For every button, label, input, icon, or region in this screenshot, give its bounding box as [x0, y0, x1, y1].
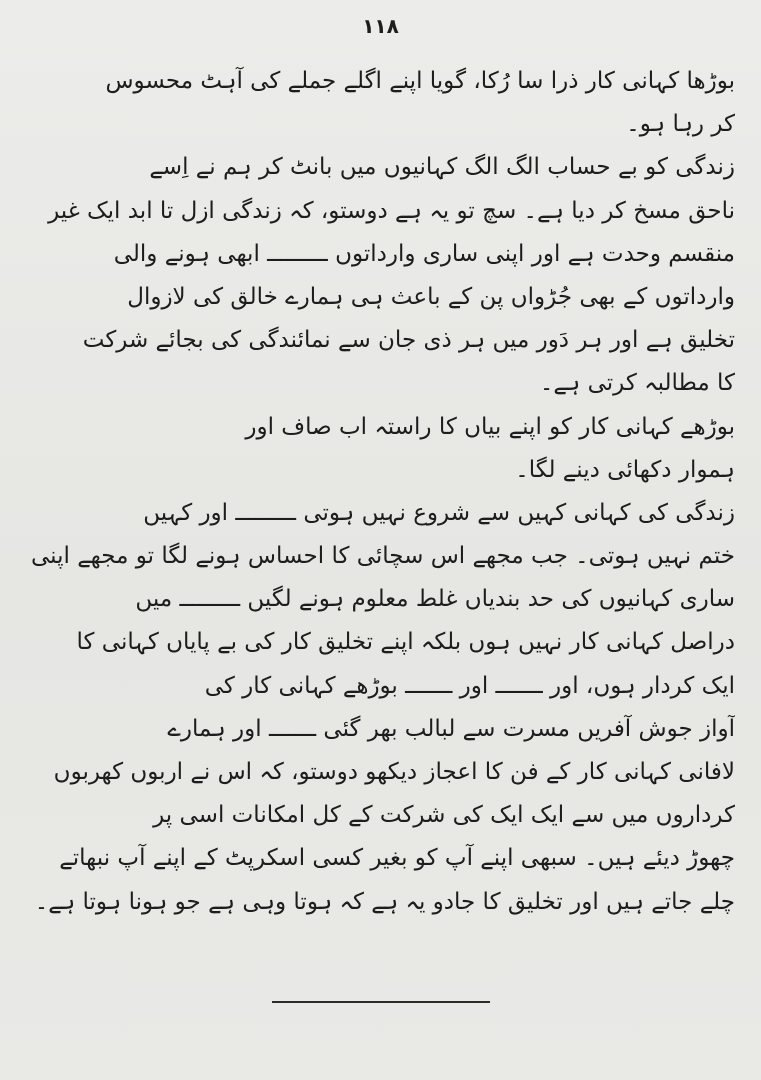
text-line: دراصل کہانی کار نہیں ہوں بلکہ اپنے تخلیق کار کی بے پایاں کہانی کا: [76, 629, 735, 656]
text-line: بوڑھے کہانی کار کو اپنے بیاں کا راستہ اب صاف اور: [245, 413, 735, 440]
text-line: وارداتوں کے بھی جُڑواں پن کے باعث ہی ہمارے خالق کی لازوال: [127, 283, 735, 310]
text-line: منقسم وحدت ہے اور اپنی ساری وارداتوں ـــــــــ ابھی ہونے والی: [113, 240, 735, 267]
text-line: چلے جاتے ہیں اور تخلیق کا جادو یہ ہے کہ ہوتا وہی ہے جو ہونا ہوتا ہے۔: [34, 888, 735, 915]
text-line: ایک کردار ہوں، اور ـــــــ اور ـــــــ بوڑھے کہانی کار کی: [204, 672, 735, 699]
text-line: ہموار دکھائی دینے لگا۔: [515, 456, 735, 483]
text-line: آواز جوش آفریں مسرت سے لبالب بھر گئی ـــــــ اور ہمارے: [167, 715, 735, 742]
text-line: زندگی کو بے حساب الگ الگ کہانیوں میں بانٹ کر ہم نے اِسے: [149, 154, 735, 181]
text-line: لافانی کہانی کار کے فن کا اعجاز دیکھو دوستو، کہ اس نے اربوں کھربوں: [53, 759, 735, 785]
page-number: ۱۱۸: [362, 14, 399, 38]
text-line: کرداروں میں سے ایک ایک کی شرکت کے کل امکانات اسی پر: [153, 802, 735, 829]
text-line: تخلیق ہے اور ہر دَور میں ہر ذی جان سے نمائندگی کی بجائے شرکت: [82, 327, 735, 354]
text-line: کا مطالبہ کرتی ہے۔: [539, 370, 735, 397]
text-line: بوڑھا کہانی کار ذرا سا رُکا، گویا اپنے اگلے جملے کی آہٹ محسوس: [105, 68, 735, 94]
text-line: کر رہا ہو۔: [626, 111, 735, 138]
text-line: چھوڑ دیئے ہیں۔ سبھی اپنے آپ کو بغیر کسی اسکرپٹ کے اپنے آپ نبھاتے: [59, 845, 735, 872]
closing-rule: [272, 1001, 490, 1003]
text-line: ساری کہانیوں کی حد بندیاں غلط معلوم ہونے لگیں ـــــــــ میں: [135, 586, 735, 613]
page-text: [30, 60, 735, 924]
text-line: زندگی کی کہانی کہیں سے شروع نہیں ہوتی ـــــــــ اور کہیں: [143, 499, 735, 526]
text-line: ختم نہیں ہوتی۔ جب مجھے اس سچائی کا احساس ہونے لگا تو مجھے اپنی: [30, 543, 735, 570]
text-line: ناحق مسخ کر دیا ہے۔ سچ تو یہ ہے دوستو، کہ زندگی ازل تا ابد ایک غیر: [48, 197, 735, 224]
